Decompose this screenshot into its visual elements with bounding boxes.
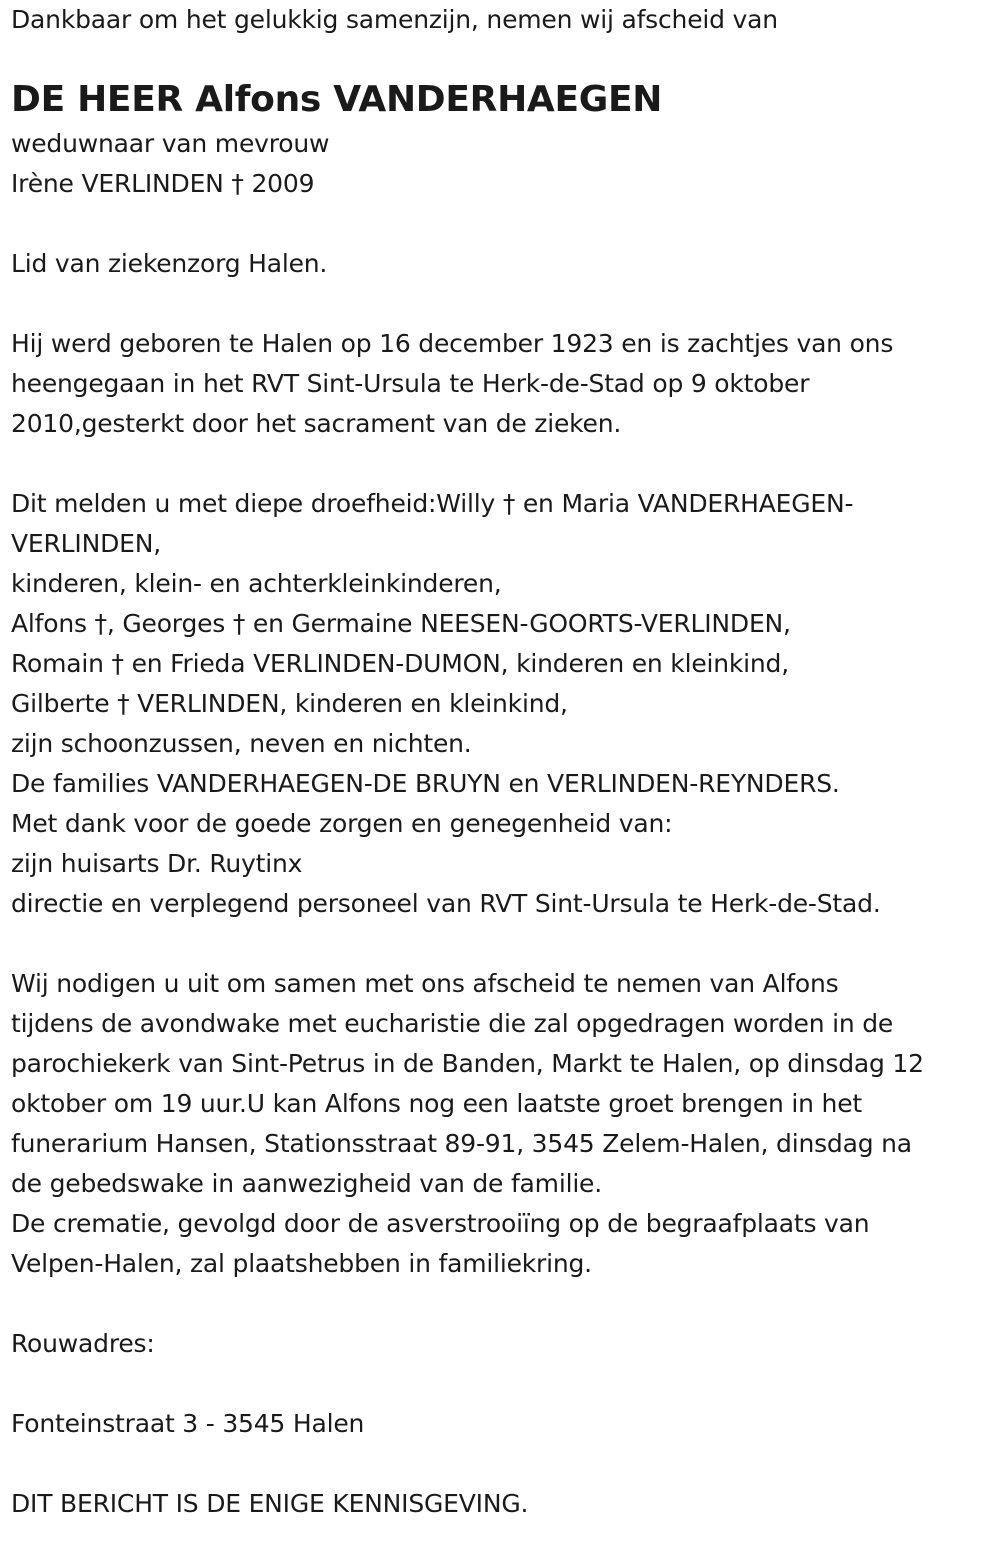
spacer	[11, 444, 991, 484]
family-paragraph	[11, 484, 991, 924]
biography-paragraph	[11, 324, 991, 444]
ceremony-line: tijdens de avondwake met eucharistie die zal opgedragen worden in de	[11, 1009, 894, 1038]
ceremony-line: de gebedswake in aanwezigheid van de familie.	[11, 1169, 602, 1198]
intro-text: Dankbaar om het gelukkig samenzijn, nemen wij afscheid van	[11, 5, 778, 34]
ceremony-line: Velpen-Halen, zal plaatshebben in familiekring.	[11, 1249, 592, 1278]
spacer	[11, 924, 991, 964]
family-line: Gilberte † VERLINDEN, kinderen en kleinkind,	[11, 689, 568, 718]
address-label: Rouwadres:	[11, 1329, 155, 1358]
family-line: zijn schoonzussen, neven en nichten.	[11, 729, 472, 758]
family-line: De families VANDERHAEGEN-DE BRUYN en VERLINDEN-REYNDERS.	[11, 769, 840, 798]
family-line: Alfons †, Georges † en Germaine NEESEN-GOORTS-VERLINDEN,	[11, 609, 791, 638]
spacer	[11, 204, 991, 244]
ceremony-line: Wij nodigen u uit om samen met ons afscheid te nemen van Alfons	[11, 969, 839, 998]
deceased-name: DE HEER Alfons VANDERHAEGEN	[11, 79, 663, 120]
biography-line: heengegaan in het RVT Sint-Ursula te Herk-de-Stad op 9 oktober	[11, 369, 810, 398]
spacer	[11, 284, 991, 324]
obituary-notice	[11, 0, 991, 1524]
closing-notice: DIT BERICHT IS DE ENIGE KENNISGEVING.	[11, 1489, 529, 1518]
family-line: zijn huisarts Dr. Ruytinx	[11, 849, 303, 878]
membership-text: Lid van ziekenzorg Halen.	[11, 249, 328, 278]
spacer	[11, 1444, 991, 1484]
ceremony-line: funerarium Hansen, Stationsstraat 89-91, 3545 Zelem-Halen, dinsdag na	[11, 1129, 912, 1158]
spacer	[11, 1284, 991, 1324]
biography-line: 2010,gesterkt door het sacrament van de zieken.	[11, 409, 622, 438]
family-line: Dit melden u met diepe droefheid:Willy † en Maria VANDERHAEGEN-	[11, 489, 854, 518]
family-line: directie en verplegend personeel van RVT Sint-Ursula te Herk-de-Stad.	[11, 889, 881, 918]
biography-line: Hij werd geboren te Halen op 16 december 1923 en is zachtjes van ons	[11, 329, 894, 358]
family-line: Romain † en Frieda VERLINDEN-DUMON, kinderen en kleinkind,	[11, 649, 789, 678]
ceremony-line: De crematie, gevolgd door de asverstrooiïng op de begraafplaats van	[11, 1209, 870, 1238]
family-line: kinderen, klein- en achterkleinkinderen,	[11, 569, 502, 598]
mourning-address: Fonteinstraat 3 - 3545 Halen	[11, 1409, 365, 1438]
family-line: VERLINDEN,	[11, 529, 161, 558]
family-line: Met dank voor de goede zorgen en genegenheid van:	[11, 809, 673, 838]
ceremony-paragraph	[11, 964, 991, 1284]
spouse-line-2: Irène VERLINDEN † 2009	[11, 169, 315, 198]
ceremony-line: oktober om 19 uur.U kan Alfons nog een laatste groet brengen in het	[11, 1089, 862, 1118]
ceremony-line: parochiekerk van Sint-Petrus in de Banden, Markt te Halen, op dinsdag 12	[11, 1049, 924, 1078]
spouse-line-1: weduwnaar van mevrouw	[11, 129, 330, 158]
spacer	[11, 1364, 991, 1404]
